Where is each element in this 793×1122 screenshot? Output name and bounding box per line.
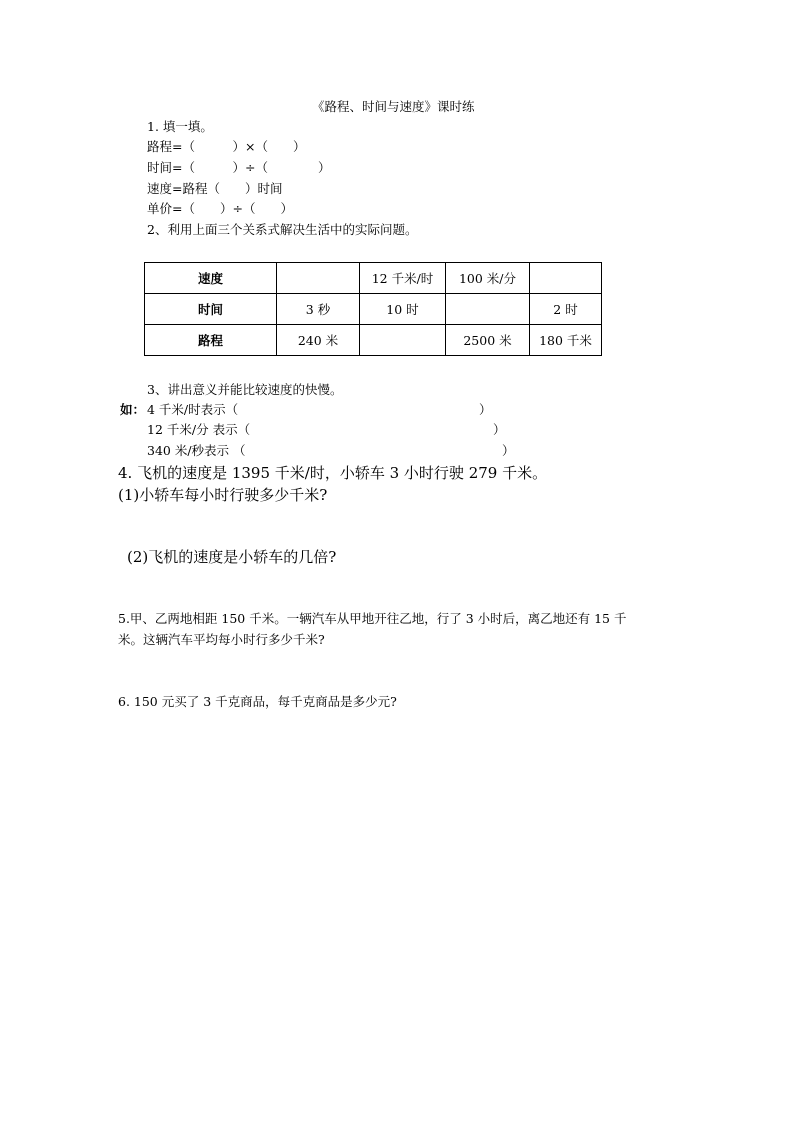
- page-title: 《路程、时间与速度》课时练: [312, 99, 475, 114]
- table-cell: [530, 263, 602, 294]
- q6-text: 6. 150 元买了 3 千克商品，每千克商品是多少元?: [118, 694, 397, 709]
- q2-heading: 2、利用上面三个关系式解决生活中的实际问题。: [147, 222, 418, 237]
- q3-line-3-close: ）: [502, 443, 515, 458]
- table-cell: [277, 263, 360, 294]
- q4-text: 4. 飞机的速度是 1395 千米/时，小轿车 3 小时行驶 279 千米。: [118, 464, 548, 482]
- row-label-distance: 路程: [145, 325, 277, 356]
- q3-heading: 3、讲出意义并能比较速度的快慢。: [147, 382, 343, 397]
- q1-line-unit-price: 单价=（ ）÷（ ）: [147, 201, 293, 216]
- table-cell: 12 千米/时: [360, 263, 446, 294]
- q3-line-2-close: ）: [493, 422, 506, 437]
- q1-line-speed: 速度=路程（ ）时间: [147, 181, 283, 196]
- q3-line-1: 4 千米/时表示（: [147, 402, 239, 417]
- q4-sub-question-2: (2)飞机的速度是小轿车的几倍?: [127, 548, 337, 566]
- table-row: [145, 263, 602, 294]
- table-cell: 180 千米: [530, 325, 602, 356]
- q5-line-2: 米。这辆汽车平均每小时行多少千米?: [118, 632, 325, 647]
- q3-line-2: 12 千米/分 表示（: [147, 422, 251, 437]
- speed-time-distance-table: [144, 262, 602, 356]
- table-row: [145, 294, 602, 325]
- table-row: [145, 325, 602, 356]
- q4-sub-question-1: (1)小轿车每小时行驶多少千米?: [118, 486, 328, 504]
- row-label-time: 时间: [145, 294, 277, 325]
- row-label-speed: 速度: [145, 263, 277, 294]
- q3-example-label: 如：: [120, 402, 146, 417]
- q1-line-distance: 路程=（ ）×（ ）: [147, 139, 306, 154]
- table-cell: 2 时: [530, 294, 602, 325]
- q3-line-3: 340 米/秒表示 （: [147, 443, 246, 458]
- table-cell: 10 时: [360, 294, 446, 325]
- q1-heading: 1. 填一填。: [147, 119, 213, 134]
- q3-line-1-close: ）: [479, 402, 492, 417]
- q5-line-1: 5.甲、乙两地相距 150 千米。一辆汽车从甲地开往乙地，行了 3 小时后，离乙地还有 15 千: [118, 611, 627, 626]
- table-cell: 240 米: [277, 325, 360, 356]
- q1-line-time: 时间=（ ）÷（ ）: [147, 160, 331, 175]
- table-cell: 3 秒: [277, 294, 360, 325]
- table-cell: 100 米/分: [446, 263, 530, 294]
- table-cell: [360, 325, 446, 356]
- table-cell: [446, 294, 530, 325]
- table-cell: 2500 米: [446, 325, 530, 356]
